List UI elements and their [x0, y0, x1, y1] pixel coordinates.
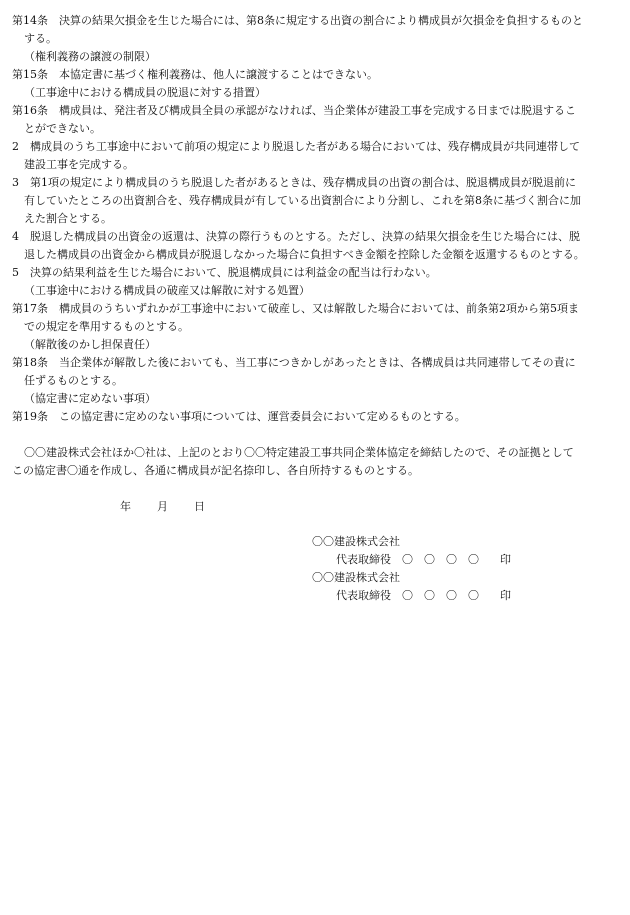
article-15-heading: （権利義務の譲渡の制限） — [24, 50, 156, 63]
closing-line-2: この協定書〇通を作成し、各通に構成員が記名捺印し、各自所持するものとする。 — [12, 464, 419, 477]
signatory-2-seal: 印 — [500, 589, 511, 602]
signatory-1-name: 〇 〇 〇 〇 — [402, 553, 479, 566]
closing-line-1: 〇〇建設株式会社ほか〇社は、上記のとおり〇〇特定建設工事共同企業体協定を締結したので、その証拠として — [24, 446, 574, 459]
article-16-para-4-line-2: 退した構成員の出資金から構成員が脱退しなかった場合に負担すべき金額を控除した金額を返還するものとする。 — [24, 248, 585, 261]
article-18-heading: （解散後のかし担保責任） — [24, 338, 156, 351]
date-day: 日 — [194, 500, 205, 513]
signatory-1-representative — [312, 551, 620, 569]
article-15-line-1: 第15条 本協定書に基づく権利義務は、他人に譲渡することはできない。 — [12, 68, 378, 81]
signatory-1-title: 代表取締役 — [336, 553, 391, 566]
agreement-body — [12, 12, 620, 605]
spacer — [12, 426, 620, 444]
signature-block — [12, 533, 620, 605]
article-19-line-1: 第19条 この協定書に定めのない事項については、運営委員会において定めるものとする。 — [12, 410, 466, 423]
article-19-heading: （協定書に定めない事項） — [24, 392, 156, 405]
signatory-2-name: 〇 〇 〇 〇 — [402, 589, 479, 602]
article-17-heading: （工事途中における構成員の破産又は解散に対する処置） — [24, 284, 310, 297]
article-16-para-3-line-1: 3 第1項の規定により構成員のうち脱退した者があるときは、残存構成員の出資の割合は、脱退構成員が脱退前に — [12, 176, 576, 189]
article-16-heading: （工事途中における構成員の脱退に対する措置） — [24, 86, 266, 99]
date-month: 月 — [157, 500, 168, 513]
article-17-line-1: 第17条 構成員のうちいずれかが工事途中において破産し、又は解散した場合においては、前条第2項から第5項ま — [12, 302, 579, 315]
article-18-line-1: 第18条 当企業体が解散した後においても、当工事につきかしがあったときは、各構成員は共同連帯してその責に — [12, 356, 576, 369]
article-16-para-5-line-1: 5 決算の結果利益を生じた場合において、脱退構成員には利益金の配当は行わない。 — [12, 266, 437, 279]
article-16-line-2: とができない。 — [24, 122, 101, 135]
article-14-line-1: 第14条 決算の結果欠損金を生じた場合には、第8条に規定する出資の割合により構成員が欠損金を負担するものと — [12, 14, 583, 27]
article-17-line-2: での規定を準用するものとする。 — [24, 320, 189, 333]
signatory-1-company: 〇〇建設株式会社 — [312, 535, 400, 548]
date-year: 年 — [120, 500, 131, 513]
date-line — [12, 498, 620, 516]
article-16-para-3-line-3: えた割合とする。 — [24, 212, 112, 225]
signatory-2-representative — [312, 587, 620, 605]
signatory-2-company: 〇〇建設株式会社 — [312, 571, 400, 584]
signatory-2-title: 代表取締役 — [336, 589, 391, 602]
signatory-1-seal: 印 — [500, 553, 511, 566]
article-14-line-2: する。 — [24, 32, 57, 45]
article-16-para-2-line-1: 2 構成員のうち工事途中において前項の規定により脱退した者がある場合においては、残存構成員が共同連帯して — [12, 140, 580, 153]
article-16-para-4-line-1: 4 脱退した構成員の出資金の返還は、決算の際行うものとする。ただし、決算の結果欠損金を生じた場合には、脱 — [12, 230, 580, 243]
article-16-para-2-line-2: 建設工事を完成する。 — [24, 158, 134, 171]
article-16-para-3-line-2: 有していたところの出資割合を、残存構成員が有している出資割合により分割し、これを第8条に基づく割合に加 — [24, 194, 581, 207]
article-18-line-2: 任ずるものとする。 — [24, 374, 123, 387]
closing-paragraph — [12, 444, 620, 480]
article-16-line-1: 第16条 構成員は、発注者及び構成員全員の承認がなければ、当企業体が建設工事を完成する日までは脱退するこ — [12, 104, 576, 117]
